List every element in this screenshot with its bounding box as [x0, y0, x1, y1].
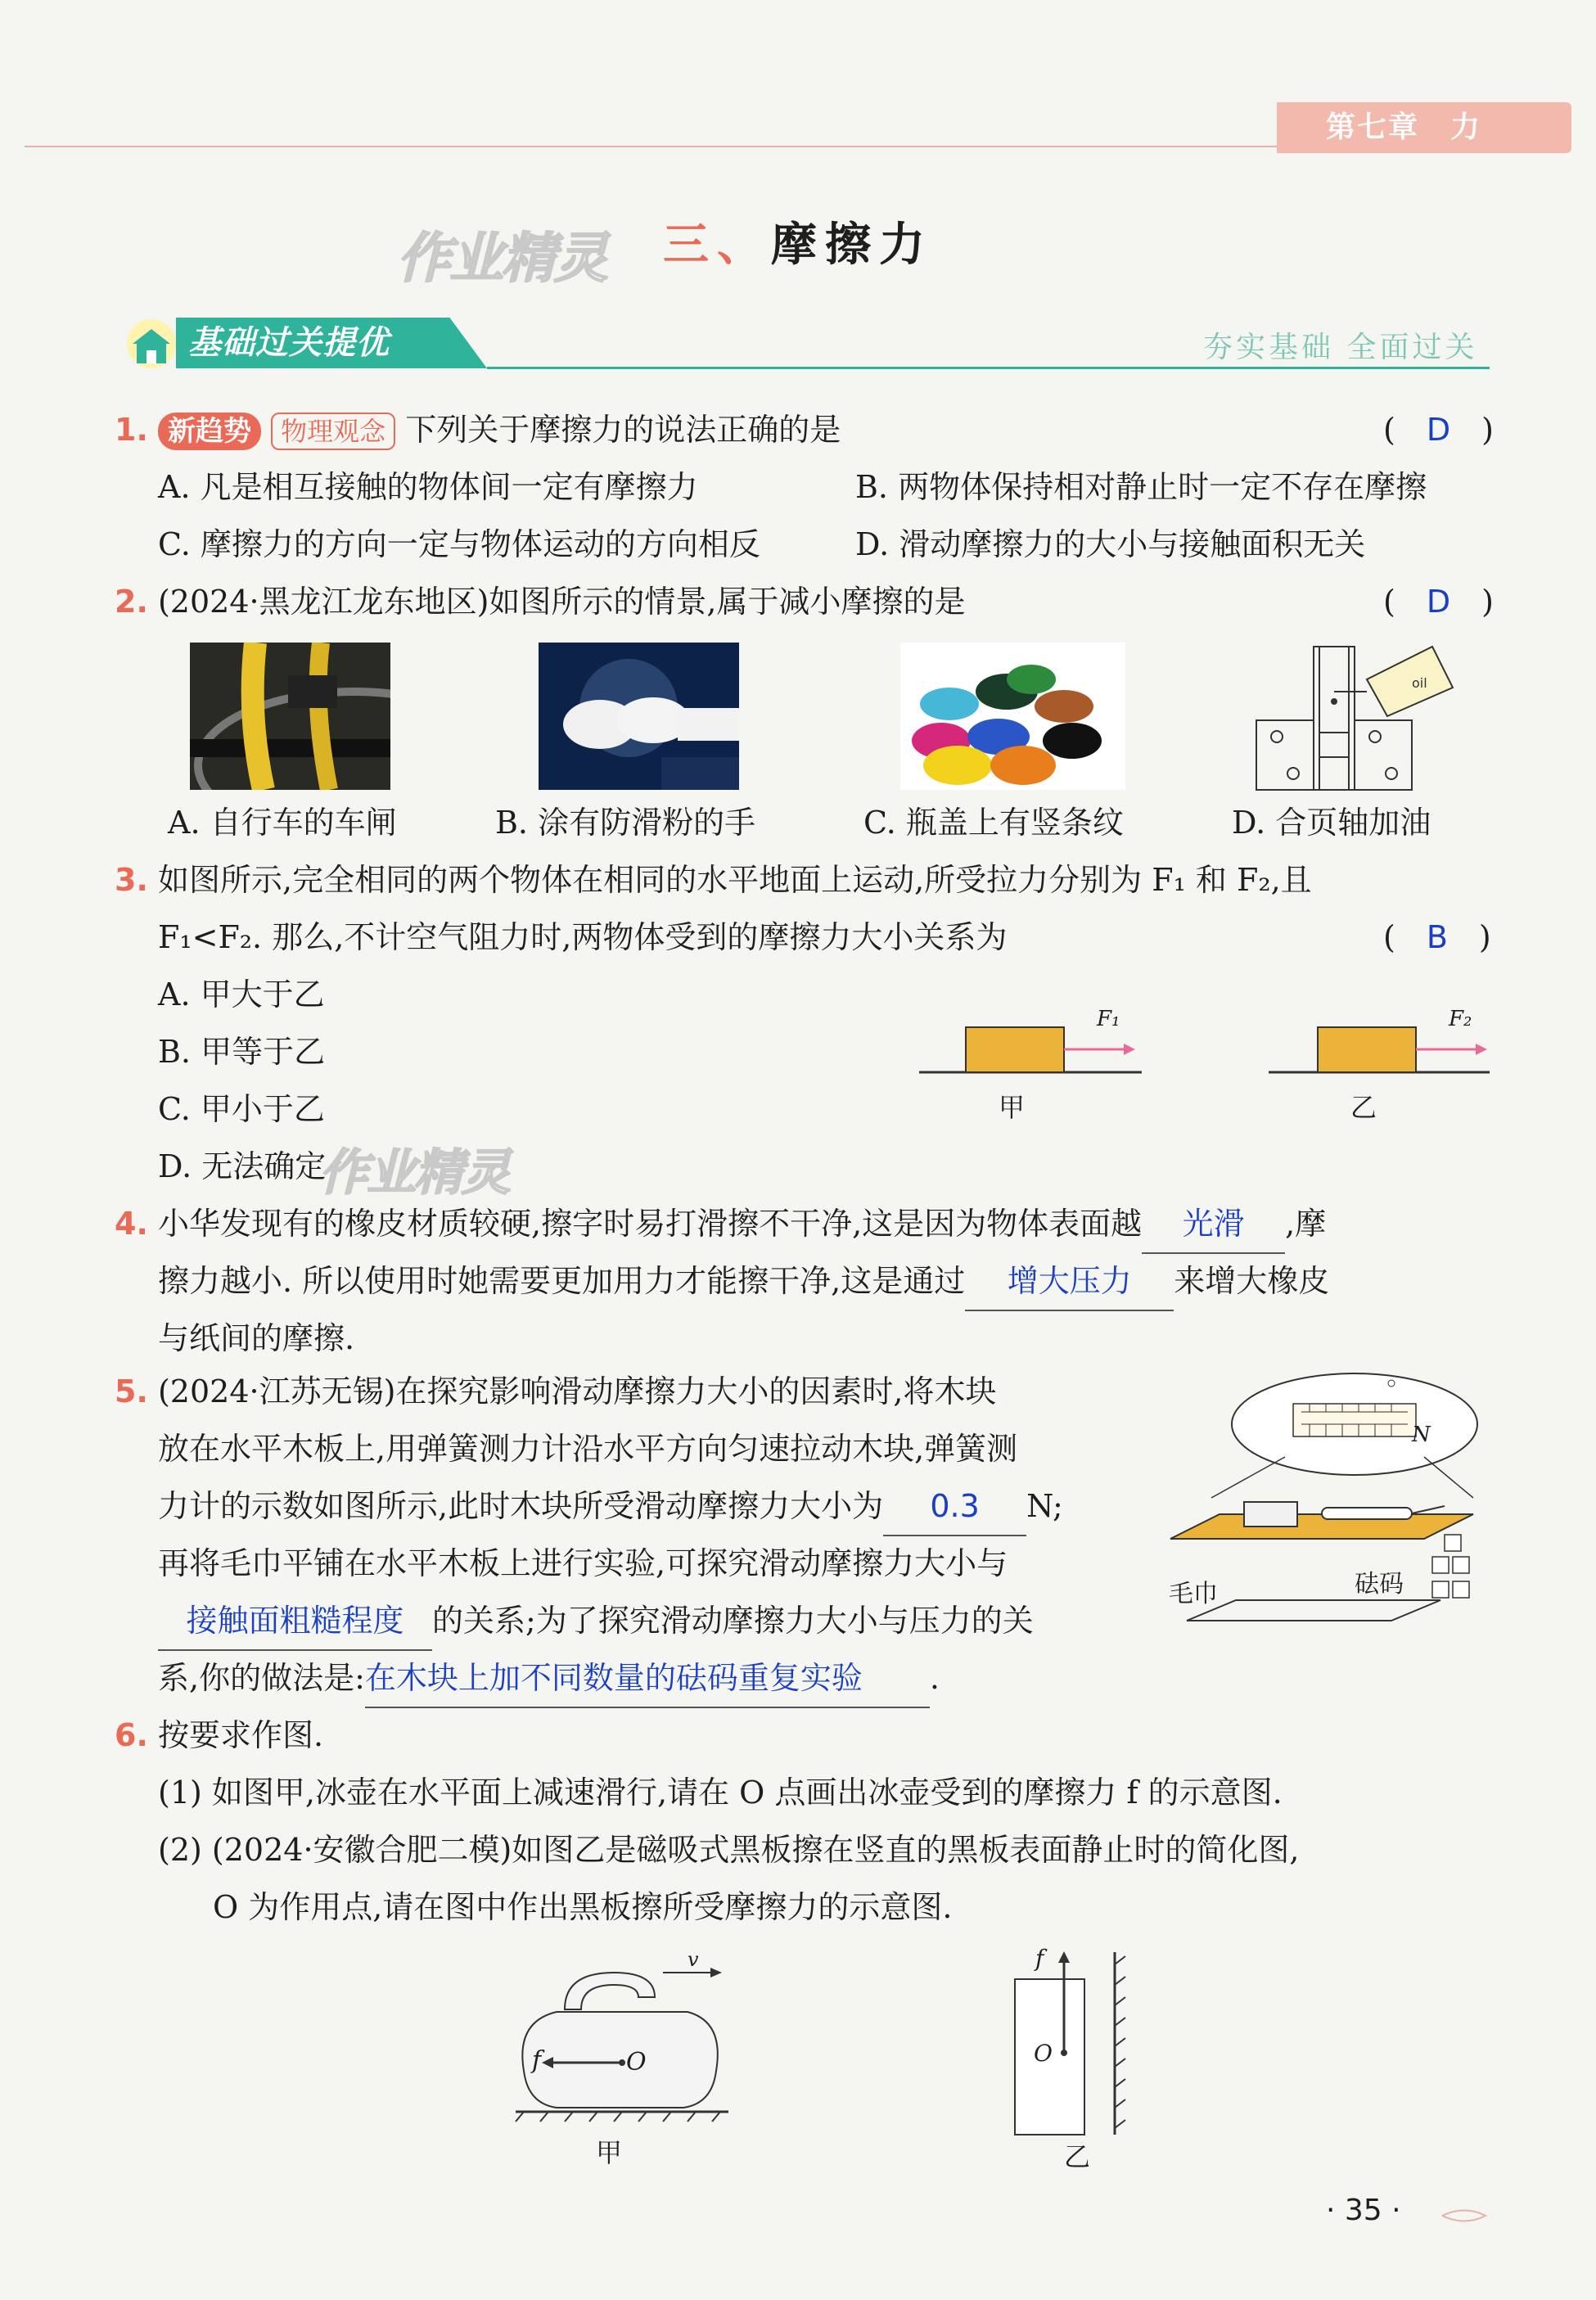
q4-line2	[158, 1252, 1329, 1311]
q6-sub2-line1: (2) (2024·安徽合肥二模)如图乙是磁吸式黑板擦在竖直的黑板表面静止时的简化图,	[158, 1832, 1300, 1868]
q3-f1-label: F₁	[1097, 1007, 1120, 1031]
q5-line1	[115, 1363, 997, 1420]
q6-text: 按要求作图.	[157, 1717, 324, 1753]
q1-option-c: C. 摩擦力的方向一定与物体运动的方向相反	[158, 526, 760, 562]
q3-number: 3.	[115, 862, 148, 898]
q3-option-d: D. 无法确定	[158, 1148, 327, 1184]
q5-text-6: 系,你的做法是:	[158, 1660, 365, 1696]
q5-line3	[158, 1477, 1063, 1536]
curling-f-label: f	[532, 2046, 542, 2075]
q5-blank-1: 0.3	[883, 1477, 1026, 1536]
q3-option-c: C. 甲小于乙	[158, 1091, 325, 1127]
hinge-oil-image	[1252, 643, 1457, 794]
q3-answer-paren: ( B )	[1383, 919, 1491, 955]
svg-text:oil: oil	[1412, 675, 1427, 691]
section-rule	[487, 367, 1490, 369]
q4-text-3: 擦力越小. 所以使用时她需要更加用力才能擦干净,这是通过	[158, 1263, 966, 1299]
header-rule	[25, 146, 1301, 147]
q5-towel-label: 毛巾	[1169, 1580, 1218, 1608]
q5-text-3: 力计的示数如图所示,此时木块所受滑动摩擦力大小为	[158, 1488, 884, 1524]
q5-weights-label: 砝码	[1355, 1570, 1404, 1599]
watermark: 作业精灵	[397, 227, 606, 290]
q3-jia-label: 甲	[999, 1092, 1026, 1123]
q2-caption-d: D. 合页轴加油	[1232, 805, 1431, 841]
q2-caption-b: B. 涂有防滑粉的手	[495, 805, 756, 841]
q4-blank-2: 增大压力	[965, 1252, 1174, 1311]
q3-text-1: 如图所示,完全相同的两个物体在相同的水平地面上运动,所受拉力分别为 F₁ 和 F₂,且	[157, 862, 1312, 898]
q5-blank-2: 接触面粗糙程度	[158, 1592, 432, 1651]
q1-number: 1.	[115, 412, 148, 448]
chalk-hands-image	[539, 643, 739, 790]
chapter-tab: 第七章 力	[1277, 102, 1571, 153]
watermark-2: 作业精灵	[319, 1144, 509, 1202]
q5-unit-label: N	[1412, 1423, 1431, 1447]
q1-stem	[115, 401, 841, 458]
curling-stone-figure	[507, 1948, 737, 2136]
q5-text-1: (2024·江苏无锡)在探究影响滑动摩擦力大小的因素时,将木块	[157, 1373, 997, 1409]
q1-option-d: D. 滑动摩擦力的大小与接触面积无关	[855, 526, 1366, 562]
page-curl-icon	[1440, 2203, 1490, 2228]
q1-answer-paren: ( D )	[1383, 412, 1494, 448]
q1-answer: D	[1426, 412, 1451, 448]
q3-stem-line1	[115, 851, 1312, 909]
bicycle-brake-image	[190, 643, 390, 790]
eraser-f-label: f	[1035, 1945, 1044, 1972]
q1-trend-tag: 新趋势	[158, 413, 261, 450]
q4-text-4: 来增大橡皮	[1174, 1263, 1330, 1299]
q3-f2-label: F₂	[1449, 1007, 1472, 1031]
q5-blank-3: 在木块上加不同数量的砝码重复实验	[365, 1649, 930, 1708]
q4-text-1: 小华发现有的橡皮材质较硬,擦字时易打滑擦不干净,这是因为物体表面越	[157, 1206, 1143, 1242]
q5-line2: 放在水平木板上,用弹簧测力计沿水平方向匀速拉动木块,弹簧测	[158, 1431, 1018, 1467]
title-index: 三、	[663, 218, 771, 272]
q3-yi-label: 乙	[1350, 1092, 1377, 1123]
q6-sub2-line2: O 为作用点,请在图中作出黑板擦所受摩擦力的示意图.	[213, 1889, 953, 1925]
q6-number: 6.	[115, 1717, 148, 1753]
q5-line4: 再将毛巾平铺在水平木板上进行实验,可探究滑动摩擦力大小与	[158, 1545, 1008, 1581]
title-text: 摩擦力	[771, 218, 933, 272]
section-subtitle: 夯实基础 全面过关	[1203, 331, 1478, 364]
q3-option-b: B. 甲等于乙	[158, 1034, 326, 1070]
q6-yi-label: 乙	[1064, 2141, 1091, 2172]
q1-text: 下列关于摩擦力的说法正确的是	[405, 412, 841, 448]
q2-number: 2.	[115, 584, 148, 620]
q5-text-6b: .	[929, 1660, 940, 1696]
q2-answer: D	[1426, 584, 1451, 620]
q6-sub1: (1) 如图甲,冰壶在水平面上减速滑行,请在 O 点画出冰壶受到的摩擦力 f 的示意图.	[158, 1775, 1283, 1811]
q5-number: 5.	[115, 1373, 148, 1409]
q2-caption-a: A. 自行车的车闸	[168, 805, 397, 841]
q4-line1	[115, 1195, 1326, 1254]
q5-text-3b: N;	[1026, 1488, 1063, 1524]
q1-option-a: A. 凡是相互接触的物体间一定有摩擦力	[158, 469, 698, 505]
q2-answer-paren: ( D )	[1383, 584, 1494, 620]
q4-blank-1: 光滑	[1142, 1195, 1285, 1254]
q1-concept-tag: 物理观念	[271, 413, 395, 450]
q6-stem	[115, 1707, 323, 1764]
q5-line5	[158, 1592, 1034, 1651]
school-icon	[123, 311, 180, 375]
q4-line3: 与纸间的摩擦.	[158, 1320, 355, 1356]
q4-text-2: ,摩	[1285, 1206, 1327, 1242]
q6-jia-label: 甲	[596, 2137, 623, 2168]
eraser-o-label: O	[1034, 2040, 1053, 2067]
q3-answer: B	[1426, 919, 1448, 955]
section-label: 基础过关提优	[188, 324, 390, 362]
q2-stem	[115, 573, 966, 630]
q3-stem-line2: F₁<F₂. 那么,不计空气阻力时,两物体受到的摩擦力大小关系为	[158, 919, 1008, 955]
page-title	[0, 209, 1596, 274]
curling-v-label: v	[688, 1948, 699, 1971]
bottle-caps-image	[900, 643, 1125, 790]
q5-line6	[158, 1649, 940, 1708]
q4-number: 4.	[115, 1206, 148, 1242]
eraser-figure	[1007, 1948, 1146, 2136]
q5-text-5: 的关系;为了探究滑动摩擦力大小与压力的关	[432, 1603, 1034, 1639]
q1-option-b: B. 两物体保持相对静止时一定不存在摩擦	[855, 469, 1427, 505]
q2-text: (2024·黑龙江龙东地区)如图所示的情景,属于减小摩擦的是	[157, 584, 966, 620]
curling-o-label: O	[626, 2048, 647, 2077]
q2-caption-c: C. 瓶盖上有竖条纹	[863, 805, 1124, 841]
q3-option-a: A. 甲大于乙	[158, 976, 325, 1012]
page-number: · 35 ·	[1326, 2194, 1401, 2227]
